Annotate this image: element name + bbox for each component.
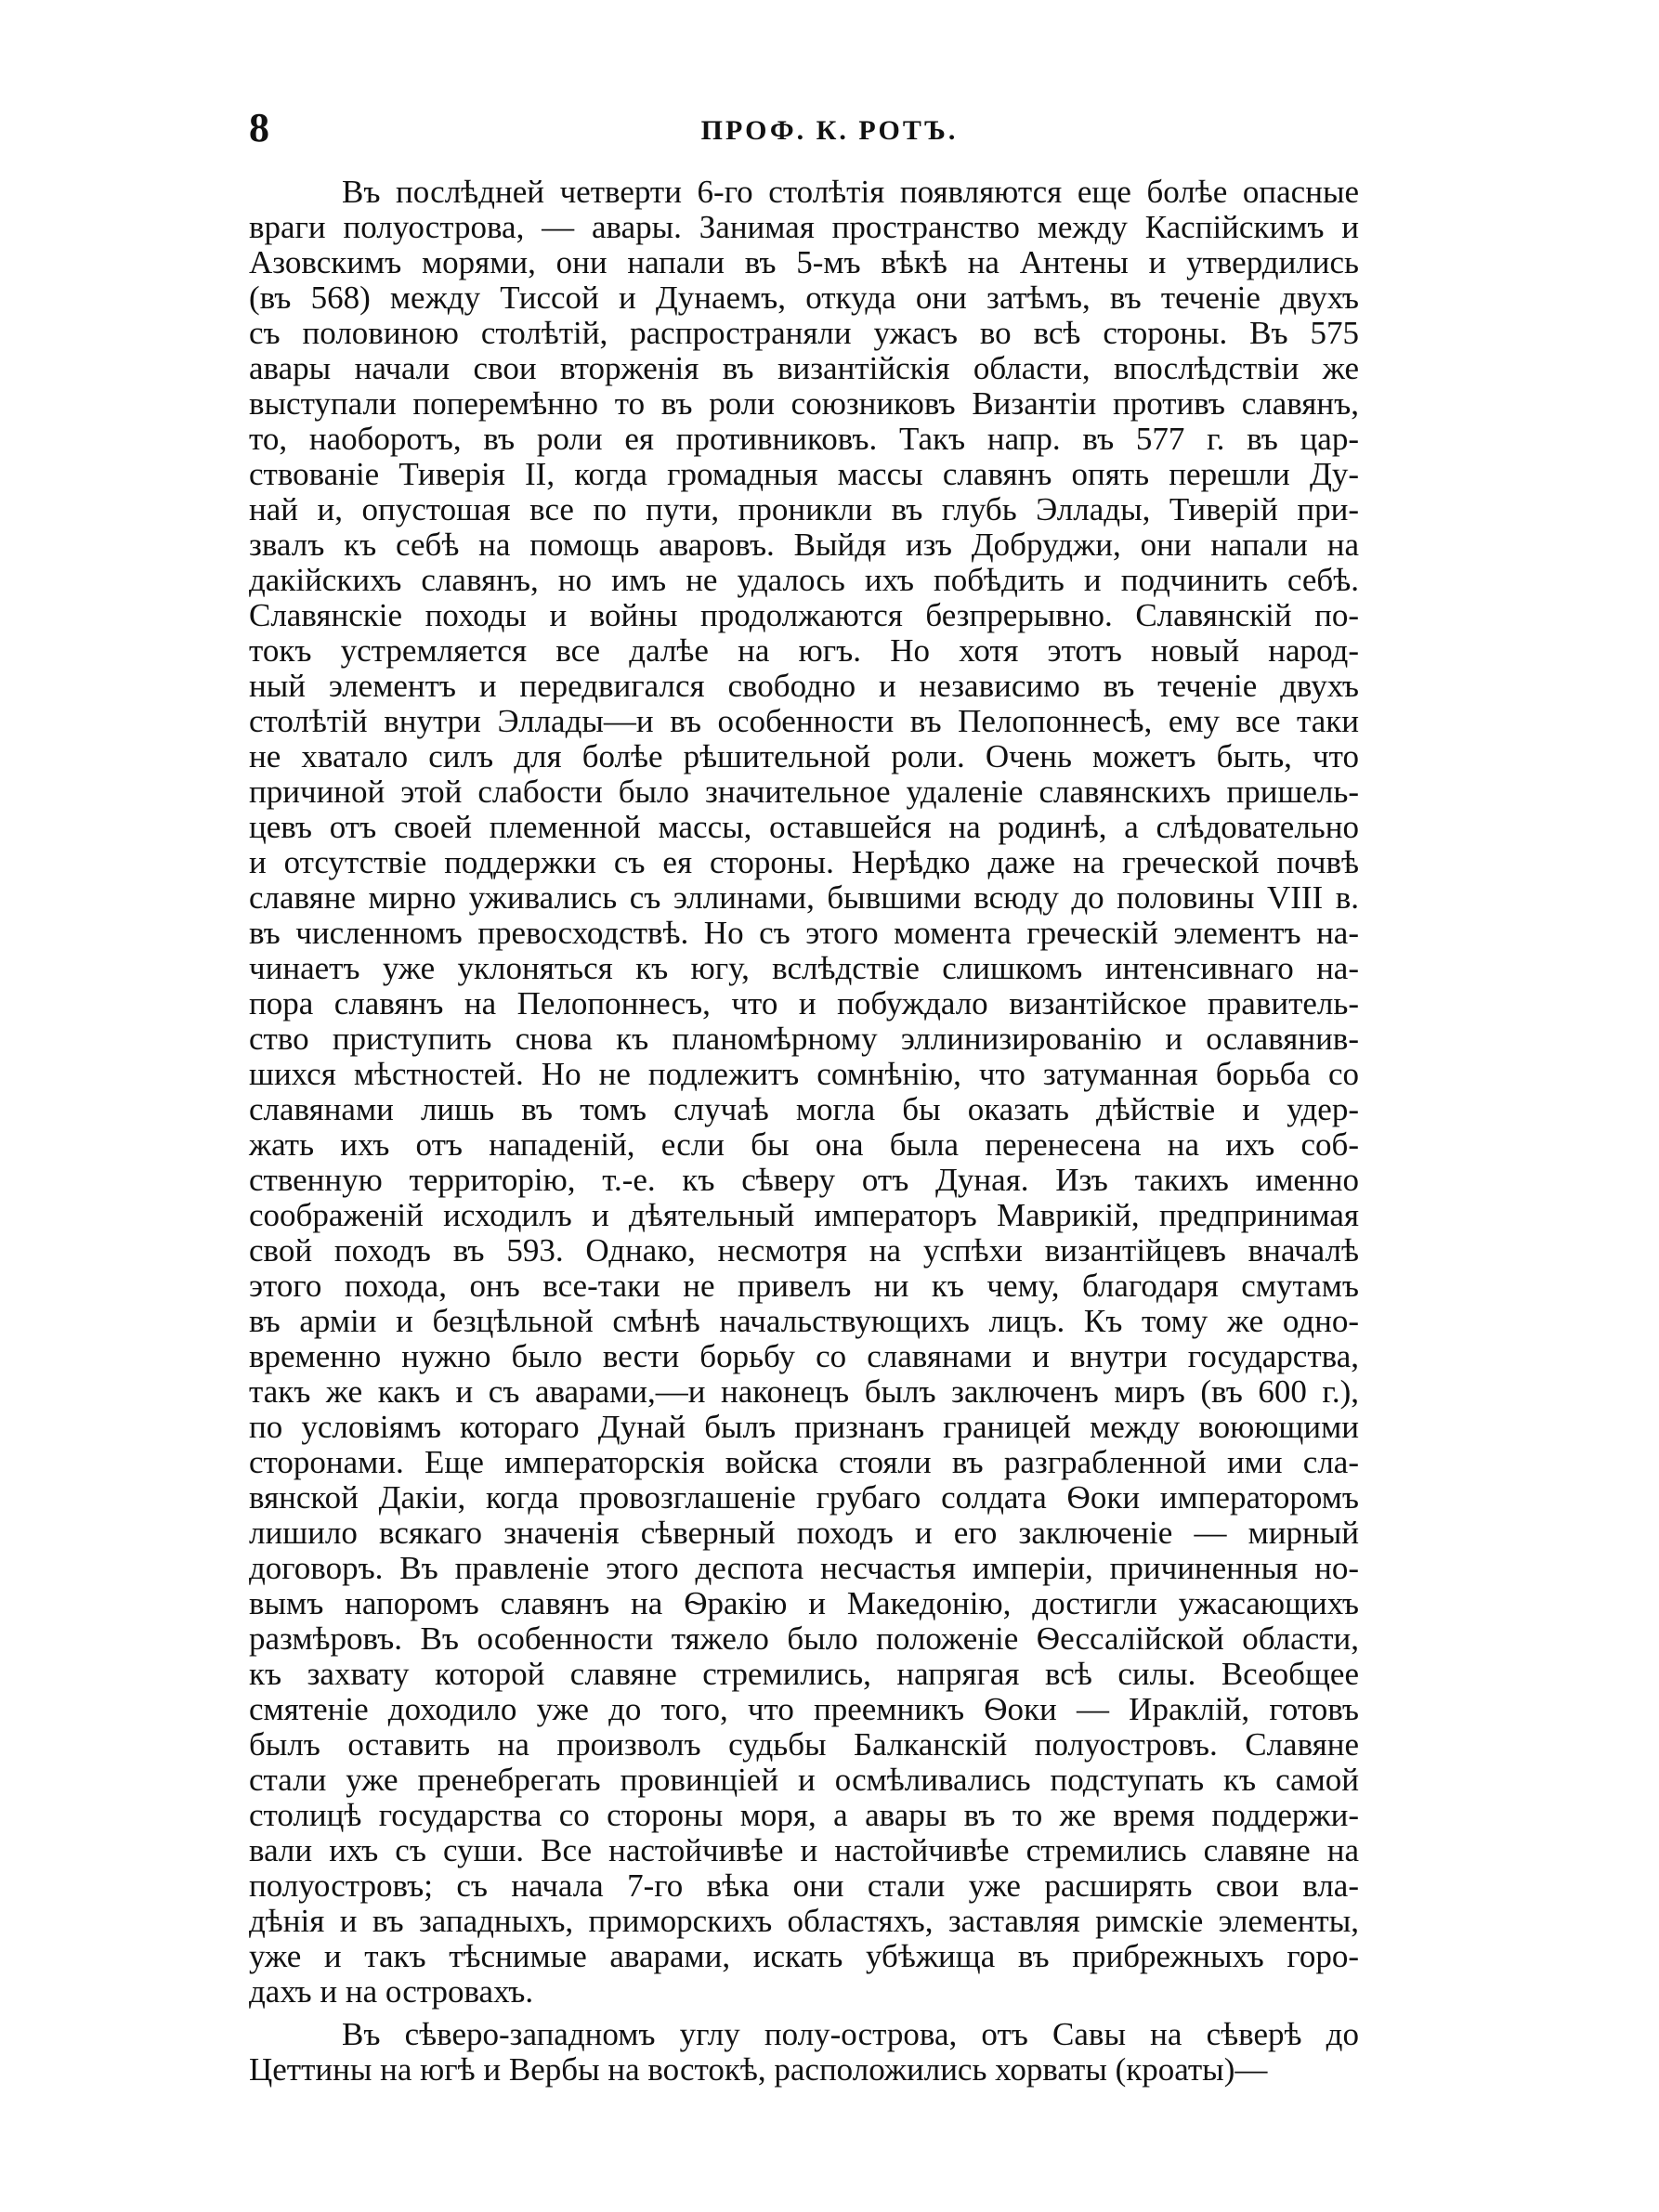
- text-line: славяне мирно уживались съ эллинами, бывшими всюду до половины VIII в.: [249, 879, 1359, 916]
- text-line: вымъ напоромъ славянъ на Ѳракію и Македонію, достигли ужасающихъ: [249, 1585, 1359, 1621]
- text-line: въ численномъ превосходствѣ. Но съ этого момента греческій элементъ на-: [249, 915, 1359, 951]
- text-line: Азовскимъ морями, они напали въ 5-мъ вѣкѣ на Антены и утвердились: [249, 244, 1359, 280]
- text-line: то, наоборотъ, въ роли ея противниковъ. Такъ напр. въ 577 г. въ цар-: [249, 421, 1359, 457]
- text-line: Въ сѣверо-западномъ углу полу-острова, отъ Савы на сѣверѣ до: [342, 2016, 1359, 2052]
- text-line: смятеніе доходило уже до того, что преемникъ Ѳоки — Ираклій, готовъ: [249, 1691, 1359, 1727]
- body-text: [249, 175, 1359, 2088]
- text-line: вали ихъ съ суши. Все настойчивѣе и настойчивѣе стремились славяне на: [249, 1832, 1359, 1868]
- text-line: размѣровъ. Въ особенности тяжело было положеніе Ѳессалійской области,: [249, 1620, 1359, 1657]
- text-line: свой походъ въ 593. Однако, несмотря на успѣхи византійцевъ вначалѣ: [249, 1232, 1359, 1269]
- text-line: славянами лишь въ томъ случаѣ могла бы оказать дѣйствіе и удер-: [249, 1091, 1359, 1127]
- text-line: цевъ отъ своей племенной массы, оставшейся на родинѣ, а слѣдовательно: [249, 809, 1359, 845]
- text-line: такъ же какъ и съ аварами,—и наконецъ былъ заключенъ миръ (въ 600 г.),: [249, 1373, 1359, 1410]
- text-line: не хватало силъ для болѣе рѣшительной роли. Очень можетъ быть, что: [249, 738, 1359, 774]
- text-line: ственную территорію, т.-е. къ сѣверу отъ Дуная. Изъ такихъ именно: [249, 1162, 1359, 1198]
- text-line: лишило всякаго значенія сѣверный походъ и его заключеніе — мирный: [249, 1515, 1359, 1551]
- text-line: най и, опустошая все по пути, проникли въ глубь Эллады, Тиверій при-: [249, 491, 1359, 527]
- text-line: Цеттины на югѣ и Вербы на востокѣ, расположились хорваты (кроаты)—: [249, 2051, 1268, 2088]
- text-line: дахъ и на островахъ.: [249, 1973, 534, 2010]
- text-line: столѣтій внутри Эллады—и въ особенности въ Пелопоннесѣ, ему все таки: [249, 703, 1359, 739]
- text-line: выступали поперемѣнно то въ роли союзниковъ Византіи противъ славянъ,: [249, 385, 1359, 422]
- text-line: сторонами. Еще императорскія войска стояли въ разграбленной ими сла-: [249, 1444, 1359, 1480]
- text-line: къ захвату которой славяне стремились, напрягая всѣ силы. Всеобщее: [249, 1656, 1359, 1692]
- text-line: ный элементъ и передвигался свободно и независимо въ теченіе двухъ: [249, 668, 1359, 704]
- text-line: и отсутствіе поддержки съ ея стороны. Нерѣдко даже на греческой почвѣ: [249, 844, 1359, 880]
- text-line: въ арміи и безцѣльной смѣнѣ начальствующихъ лицъ. Къ тому же одно-: [249, 1303, 1359, 1339]
- text-line: уже и такъ тѣснимые аварами, искать убѣжища въ прибрежныхъ горо-: [249, 1938, 1359, 1974]
- text-line: авары начали свои вторженія въ византійскія области, впослѣдствіи же: [249, 350, 1359, 386]
- text-line: пора славянъ на Пелопоннесъ, что и побуждало византійское правитель-: [249, 985, 1359, 1021]
- text-line: Въ послѣдней четверти 6-го столѣтія появляются еще болѣе опасные: [342, 174, 1359, 210]
- page-number: 8: [249, 105, 269, 150]
- text-line: былъ оставить на произволъ судьбы Балканскій полуостровъ. Славяне: [249, 1726, 1359, 1763]
- text-line: столицѣ государства со стороны моря, а авары въ то же время поддержи-: [249, 1797, 1359, 1833]
- text-line: вянской Дакіи, когда провозглашеніе грубаго солдата Ѳоки императоромъ: [249, 1479, 1359, 1516]
- running-title: ПРОФ. К. РОТЪ.: [700, 115, 959, 146]
- text-line: стали уже пренебрегать провинціей и осмѣливались подступать къ самой: [249, 1762, 1359, 1798]
- text-line: полуостровъ; съ начала 7-го вѣка они стали уже расширять свои вла-: [249, 1867, 1359, 1904]
- text-line: ство приступить снова къ планомѣрному эллинизированію и ославянив-: [249, 1021, 1359, 1057]
- text-line: по условіямъ котораго Дунай былъ признанъ границей между воюющими: [249, 1409, 1359, 1445]
- text-line: съ половиною столѣтій, распространяли ужасъ во всѣ стороны. Въ 575: [249, 315, 1359, 351]
- text-line: враги полуострова, — авары. Занимая пространство между Каспійскимъ и: [249, 209, 1359, 245]
- text-line: соображеній исходилъ и дѣятельный императоръ Маврикій, предпринимая: [249, 1197, 1359, 1233]
- text-line: Славянскіе походы и войны продолжаются безпрерывно. Славянскій по-: [249, 597, 1359, 633]
- text-line: токъ устремляется все далѣе на югъ. Но хотя этотъ новый народ-: [249, 632, 1359, 669]
- paragraph: [249, 175, 1359, 2010]
- text-line: дакійскихъ славянъ, но имъ не удалось ихъ побѣдить и подчинить себѣ.: [249, 562, 1359, 598]
- text-line: этого похода, онъ все-таки не привелъ ни къ чему, благодаря смутамъ: [249, 1268, 1359, 1304]
- text-line: (въ 568) между Тиссой и Дунаемъ, откуда они затѣмъ, въ теченіе двухъ: [249, 280, 1359, 316]
- paragraph: [249, 2017, 1359, 2088]
- text-line: дѣнія и въ западныхъ, приморскихъ областяхъ, заставляя римскіе элементы,: [249, 1903, 1359, 1939]
- text-line: временно нужно было вести борьбу со славянами и внутри государства,: [249, 1338, 1359, 1374]
- text-line: шихся мѣстностей. Но не подлежитъ сомнѣнію, что затуманная борьба со: [249, 1056, 1359, 1092]
- text-line: договоръ. Въ правленіе этого деспота несчастья имперіи, причиненныя но-: [249, 1550, 1359, 1586]
- text-line: чинаетъ уже уклоняться къ югу, вслѣдствіе слишкомъ интенсивнаго на-: [249, 950, 1359, 986]
- text-line: ствованіе Тиверія II, когда громадныя массы славянъ опять перешли Ду-: [249, 456, 1359, 492]
- text-line: звалъ къ себѣ на помощь аваровъ. Выйдя изъ Добруджи, они напали на: [249, 527, 1359, 563]
- text-line: жать ихъ отъ нападеній, если бы она была перенесена на ихъ соб-: [249, 1126, 1359, 1163]
- text-line: причиной этой слабости было значительное удаленіе славянскихъ пришель-: [249, 774, 1359, 810]
